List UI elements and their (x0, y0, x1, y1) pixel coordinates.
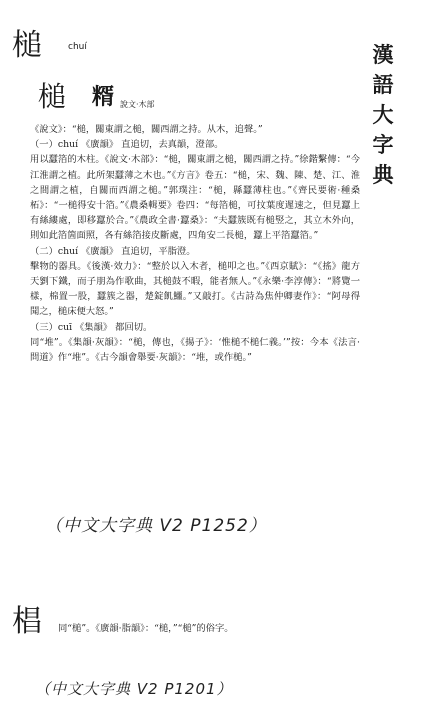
entry-paragraph: 擊物的器具。《後漢·效力》：“整於以入木者，槌叩之也。”《西京賦》：“《搖》龍方天劉下鐵，而子朋為作歌曲，其槌鼓不暇，能者無人。”《永樂·李淳傳》：“將覽一樣，棉置一股，蠶簇之器，楚錠飢鱷。”又敲打。《古詩為焦仲卿妻作》：“阿母得聞之，槌床便大怒。” (30, 260, 360, 318)
sense-header: （三）cuī 《集韻》 都回切。 (30, 321, 153, 333)
second-entry-definition: 同“槌”。《廣韻·脂韻》：“槌，”“槌”的俗字。 (58, 623, 234, 634)
entry-paragraph: 同“堆”。《集韻·灰韻》：“槌，傳也，《揚子》：‘惟槌不槌仁義。’”按：今本《法言·問道》作“堆”。《古今韻會舉要·灰韻》：“堆，或作槌。” (30, 336, 360, 364)
entry-body (30, 122, 360, 365)
headword-main: 槌 (12, 28, 42, 63)
headword-variant: 槌 (38, 80, 67, 113)
headword-second: 椙 (12, 604, 42, 639)
handwritten-reference: （中文大字典 V2 P1201） (35, 680, 233, 698)
entry-paragraph: 用以蠶箔的木柱。《說文·木部》：“槌，關東謂之槌，關西謂之持。”徐鍇繫傳：“今江淮謂之植。此所架蠶薄之木也。”《方言》卷五：“槌，宋、魏、陳、楚、江、淮之間謂之植，自關而西謂之槌。”郭璞注：“槌，縣蠶薄柱也。”《齊民要術·種桑柘》：“一槌得安十箔。”《農桑輯要》卷四：“每箔槌，可抆葉度遲速之，但見蠶上有絲縷處，即移蠶於合。”《農政全書·蠶桑》：“夫蠶簇既有槌竪之，其立木外向，則如此箔箇面照，各有絲箔接皮斷處，四角安二長槌，蠶上平箔蠶箔。” (30, 154, 360, 242)
sense-header: （二）chuí 《廣韻》 直追切，平脂澄。 (30, 245, 196, 257)
dictionary-title (368, 40, 398, 190)
title-char: 語 (372, 72, 394, 97)
headword-pinyin: chuí (68, 42, 87, 52)
title-char: 字 (372, 132, 394, 157)
entry-paragraph: 《說文》：“槌，關東謂之槌，關西謂之持。从木，追聲。” (30, 124, 263, 135)
seal-source-note: 說文·木部 (120, 100, 155, 109)
title-char: 大 (372, 102, 394, 127)
title-char: 漢 (372, 42, 394, 67)
seal-script-glyph: 糈 (92, 84, 115, 110)
sense-header: （一）chuí 《廣韻》 直追切，去真韻，澄部。 (30, 139, 224, 151)
title-char: 典 (372, 162, 394, 187)
handwritten-reference: （中文大字典 V2 P1252） (45, 516, 267, 536)
